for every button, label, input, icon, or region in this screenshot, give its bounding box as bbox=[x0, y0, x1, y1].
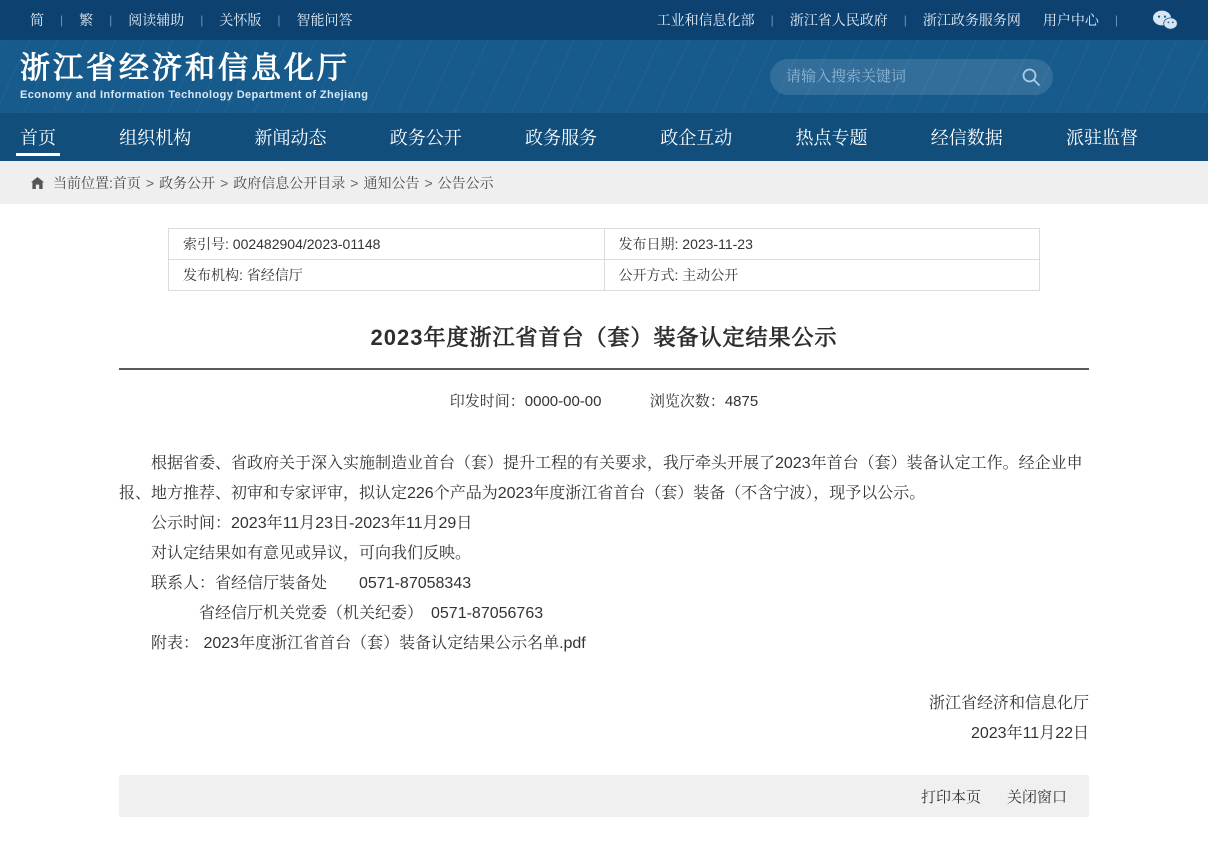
close-window-button[interactable]: 关闭窗口 bbox=[1006, 788, 1067, 806]
article-container bbox=[119, 228, 1089, 817]
nav-item-interaction[interactable]: 政企互动 bbox=[660, 128, 733, 148]
paragraph-feedback: 对认定结果如有意见或异议，可向我们反映。 bbox=[151, 545, 472, 562]
search-box bbox=[770, 59, 1053, 95]
crumb-announcements[interactable]: 公告公示 bbox=[437, 174, 494, 191]
view-count: 浏览次数：4875 bbox=[649, 393, 759, 410]
attachment-label: 附表： bbox=[151, 635, 200, 652]
meta-publish-date: 发布日期: 2023-11-23 bbox=[604, 229, 1040, 260]
signature-block bbox=[119, 689, 1089, 749]
article-body bbox=[119, 449, 1089, 749]
nav-item-supervision[interactable]: 派驻监督 bbox=[1066, 128, 1138, 148]
search-icon[interactable] bbox=[1021, 67, 1041, 87]
nav-item-data[interactable]: 经信数据 bbox=[930, 128, 1003, 148]
site-title: 浙江省经济和信息化厅 bbox=[20, 52, 350, 85]
divider: | bbox=[109, 13, 113, 27]
article-meta-line bbox=[119, 390, 1089, 411]
main-nav bbox=[0, 113, 1208, 161]
title-divider bbox=[119, 368, 1089, 370]
page-footer-bar bbox=[119, 775, 1089, 817]
paragraph-contact-2: 省经信厅机关党委（机关纪委） 0571-87056763 bbox=[199, 605, 544, 622]
divider: | bbox=[277, 13, 281, 27]
topbar bbox=[0, 0, 1208, 40]
link-user-center[interactable]: 用户中心 bbox=[1042, 12, 1099, 28]
link-reading-aid[interactable]: 阅读辅助 bbox=[128, 12, 185, 28]
meta-publish-org: 发布机构: 省经信厅 bbox=[169, 260, 605, 291]
divider: | bbox=[903, 13, 907, 27]
link-traditional[interactable]: 繁 bbox=[79, 12, 94, 28]
print-page-button[interactable]: 打印本页 bbox=[920, 788, 981, 806]
crumb-home[interactable]: 首页 bbox=[112, 174, 141, 191]
divider: | bbox=[60, 13, 64, 27]
nav-item-home[interactable]: 首页 bbox=[20, 113, 56, 161]
meta-open-mode: 公开方式: 主动公开 bbox=[604, 260, 1040, 291]
breadcrumb-separator: > bbox=[220, 174, 229, 191]
attachment-line bbox=[119, 629, 1089, 659]
link-smart-qa[interactable]: 智能问答 bbox=[296, 12, 353, 28]
table-row bbox=[169, 229, 1040, 260]
breadcrumb bbox=[0, 161, 1208, 204]
topbar-right-links bbox=[657, 10, 1178, 31]
paragraph-intro: 根据省委、省政府关于深入实施制造业首台（套）提升工程的有关要求，我厅牵头开展了2023年首台（套）装备认定工作。经企业申报、地方推荐、初审和专家评审，拟认定226个产品为2023年度浙江省首台（套）装备（不含宁波），现予以公示。 bbox=[119, 455, 1083, 502]
home-icon bbox=[30, 176, 45, 190]
divider: | bbox=[770, 13, 774, 27]
link-care-version[interactable]: 关怀版 bbox=[219, 12, 262, 28]
breadcrumb-prefix: 当前位置: bbox=[53, 174, 113, 191]
paragraph-publicity-period: 公示时间：2023年11月23日-2023年11月29日 bbox=[151, 515, 473, 532]
meta-index-number: 索引号: 002482904/2023-01148 bbox=[169, 229, 605, 260]
link-zj-service[interactable]: 浙江政务服务网 bbox=[922, 12, 1021, 28]
breadcrumb-separator: > bbox=[424, 174, 433, 191]
nav-item-organization[interactable]: 组织机构 bbox=[119, 128, 192, 148]
paragraph-contact-1: 联系人：省经信厅装备处 0571-87058343 bbox=[151, 575, 472, 592]
site-logo bbox=[20, 52, 368, 101]
crumb-info-catalog[interactable]: 政府信息公开目录 bbox=[233, 174, 346, 191]
wechat-icon[interactable] bbox=[1152, 10, 1178, 31]
signature-date: 2023年11月22日 bbox=[970, 725, 1089, 742]
search-input[interactable] bbox=[786, 68, 1021, 85]
page-title: 2023年度浙江省首台（套）装备认定结果公示 bbox=[370, 325, 838, 350]
nav-item-hot-topics[interactable]: 热点专题 bbox=[795, 128, 868, 148]
breadcrumb-separator: > bbox=[145, 174, 155, 191]
print-time: 印发时间：0000-00-00 bbox=[449, 393, 602, 410]
nav-item-gov-disclosure[interactable]: 政务公开 bbox=[389, 128, 462, 148]
link-miit[interactable]: 工业和信息化部 bbox=[656, 12, 755, 28]
crumb-notices[interactable]: 通知公告 bbox=[363, 174, 420, 191]
breadcrumb-separator: > bbox=[350, 174, 359, 191]
nav-item-news[interactable]: 新闻动态 bbox=[254, 128, 327, 148]
table-row bbox=[169, 260, 1040, 291]
link-simplified[interactable]: 简 bbox=[30, 12, 44, 28]
nav-item-gov-service[interactable]: 政务服务 bbox=[525, 128, 597, 148]
topbar-left-links bbox=[30, 10, 353, 30]
signature-org: 浙江省经济和信息化厅 bbox=[928, 695, 1089, 712]
attachment-pdf-link[interactable]: 2023年度浙江省首台（套）装备认定结果公示名单.pdf bbox=[203, 635, 586, 652]
site-title-english: Economy and Information Technology Department of Zhejiang bbox=[20, 89, 369, 101]
link-zj-gov[interactable]: 浙江省人民政府 bbox=[789, 12, 888, 28]
divider: | bbox=[200, 13, 204, 27]
crumb-gov-disclosure[interactable]: 政务公开 bbox=[159, 174, 216, 191]
divider: | bbox=[1114, 13, 1118, 27]
document-meta-table bbox=[168, 228, 1040, 291]
masthead bbox=[0, 40, 1208, 113]
